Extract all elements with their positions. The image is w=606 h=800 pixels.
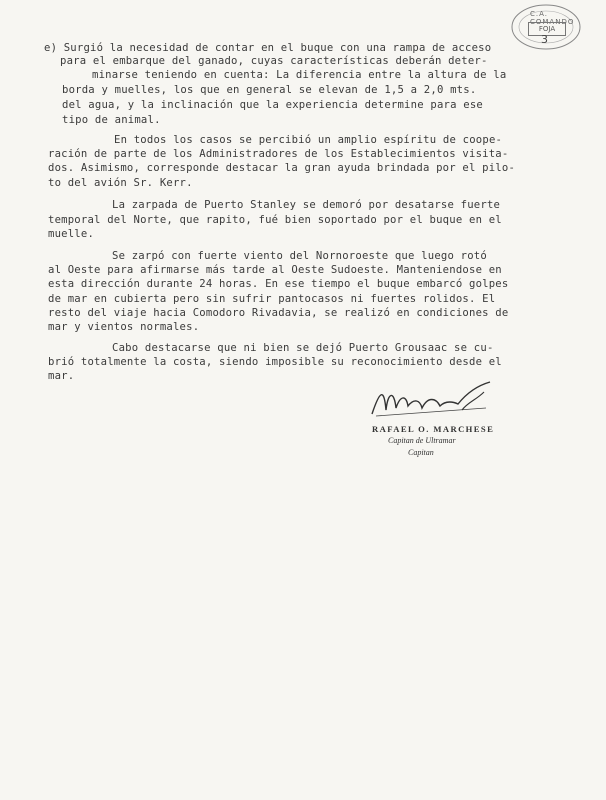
signatory-role: Capitan [408,448,434,457]
signatory-rank: Capitan de Ultramar [388,436,456,445]
handwritten-signature [366,380,496,420]
body-line: La zarpada de Puerto Stanley se demoró por desatarse fuerte [112,199,501,211]
body-line: mar. [48,370,75,382]
body-line: muelle. [48,228,95,240]
body-line: to del avión Sr. Kerr. [48,177,193,189]
stamp-ring-text: C.A. COMANDO [530,10,575,26]
body-line: resto del viaje hacia Comodoro Rivadavia, se realizó en condiciones de [48,307,509,319]
body-line: de mar en cubierta pero sin sufrir pantocasos ni fuertes rolidos. El [48,293,496,305]
stamp-label: FOJA [528,22,566,36]
body-line: esta dirección durante 24 horas. En ese tiempo el buque embarcó golpes [48,278,509,290]
signature-scribble-icon [366,380,496,420]
body-line: Cabo destacarse que ni bien se dejó Puerto Grousaac se cu- [112,342,494,354]
body-line: al Oeste para afirmarse más tarde al Oeste Sudoeste. Manteniendose en [48,264,502,276]
body-line: tipo de animal. [62,114,161,126]
body-line: brió totalmente la costa, siendo imposible su reconocimiento desde el [48,356,502,368]
body-line: En todos los casos se percibió un amplio espíritu de coope- [114,134,503,146]
fojas-stamp [508,2,586,52]
body-line: para el embarque del ganado, cuyas características deberán deter- [60,55,488,67]
signatory-name: RAFAEL O. MARCHESE [372,424,495,434]
body-line: Se zarpó con fuerte viento del Nornoroeste que luego rotó [112,250,487,262]
body-line: del agua, y la inclinación que la experiencia determine para ese [62,99,483,111]
body-line: ración de parte de los Administradores de los Establecimientos visita- [48,148,509,160]
body-line: dos. Asimismo, corresponde destacar la gran ayuda brindada por el pilo- [48,162,516,174]
body-line: minarse teniendo en cuenta: La diferencia entre la altura de la [92,69,507,81]
body-line: temporal del Norte, que rapito, fué bien soportado por el buque en el [48,214,502,226]
body-line: e) Surgió la necesidad de contar en el buque con una rampa de acceso [44,42,492,54]
body-line: mar y vientos normales. [48,321,200,333]
stamp-number: 3 [541,33,548,46]
body-line: borda y muelles, los que en general se elevan de 1,5 a 2,0 mts. [62,84,477,96]
